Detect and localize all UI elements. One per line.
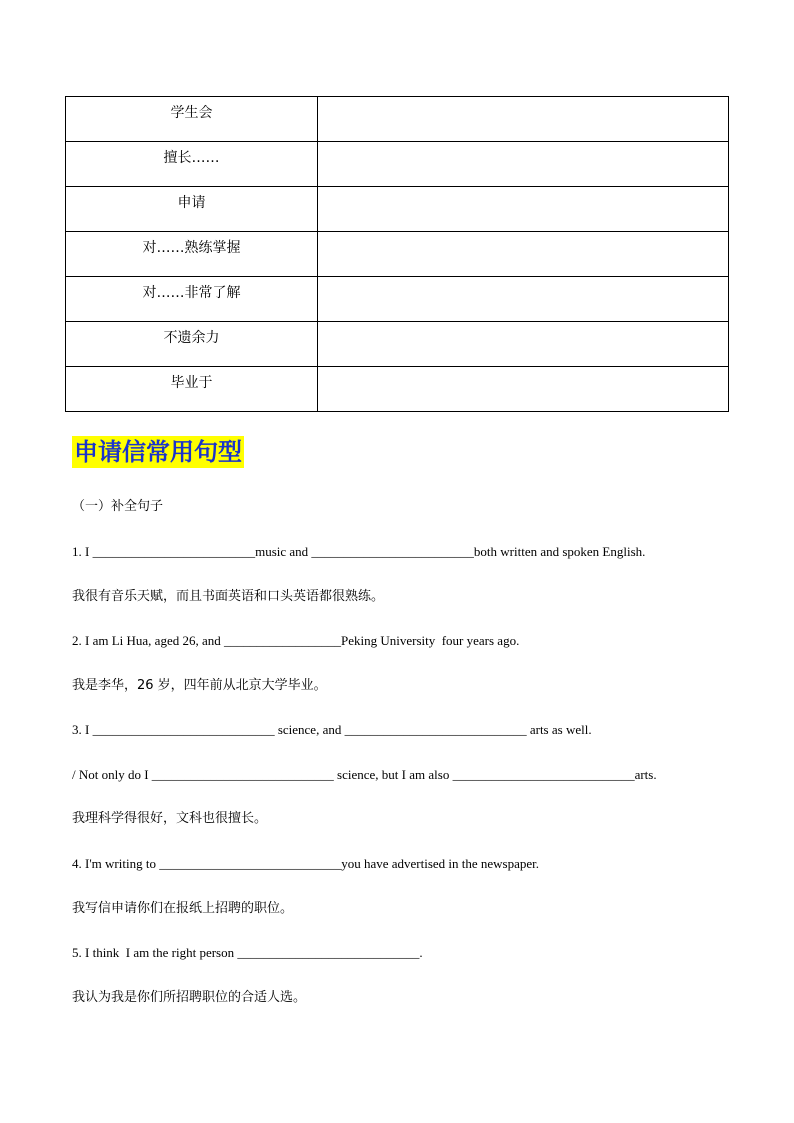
sentence-2-en: 2. I am Li Hua, aged 26, and __________________Peking University four years ago. bbox=[72, 633, 520, 648]
sentence-3-en: 3. I ____________________________ science, and ____________________________ arts as well. bbox=[72, 722, 592, 737]
sentence-4-cn: 我写信申请你们在报纸上招聘的职位。 bbox=[72, 901, 294, 916]
table-cell-cn: 学生会 bbox=[66, 97, 318, 142]
table-row bbox=[66, 232, 729, 277]
table-cell-blank[interactable] bbox=[318, 187, 729, 232]
table-row bbox=[66, 277, 729, 322]
vocab-table bbox=[65, 96, 729, 412]
sentence-5-en: 5. I think I am the right person ____________________________. bbox=[72, 945, 423, 960]
table-row bbox=[66, 187, 729, 232]
sentence-1-cn: 我很有音乐天赋，而且书面英语和口头英语都很熟练。 bbox=[72, 589, 385, 604]
table-row bbox=[66, 142, 729, 187]
sentence-5-cn: 我认为我是你们所招聘职位的合适人选。 bbox=[72, 990, 307, 1005]
table-cell-blank[interactable] bbox=[318, 232, 729, 277]
table-row bbox=[66, 322, 729, 367]
sentence-3-en-alt: / Not only do I ____________________________ science, but I am also ____________________________arts. bbox=[72, 767, 657, 782]
table-cell-blank[interactable] bbox=[318, 322, 729, 367]
table-cell-blank[interactable] bbox=[318, 277, 729, 322]
table-cell-blank[interactable] bbox=[318, 142, 729, 187]
table-cell-blank[interactable] bbox=[318, 97, 729, 142]
table-row bbox=[66, 97, 729, 142]
sentence-2-cn: 我是李华，26 岁，四年前从北京大学毕业。 bbox=[72, 678, 327, 693]
sentence-4-en: 4. I'm writing to ____________________________you have advertised in the newspaper. bbox=[72, 856, 540, 871]
sentence-1-en: 1. I _________________________music and _________________________both written and spoken English. bbox=[72, 544, 646, 559]
section-subheading: （一）补全句子 bbox=[72, 499, 164, 514]
table-cell-cn: 不遗余力 bbox=[66, 322, 318, 367]
table-cell-cn: 擅长…… bbox=[66, 142, 318, 187]
table-cell-cn: 毕业于 bbox=[66, 367, 318, 412]
table-cell-cn: 对……熟练掌握 bbox=[66, 232, 318, 277]
table-cell-blank[interactable] bbox=[318, 367, 729, 412]
table-cell-cn: 对……非常了解 bbox=[66, 277, 318, 322]
table-cell-cn: 申请 bbox=[66, 187, 318, 232]
sentence-3-cn: 我理科学得很好，文科也很擅长。 bbox=[72, 811, 268, 826]
section-heading: 申请信常用句型 bbox=[74, 438, 242, 466]
table-row bbox=[66, 367, 729, 412]
